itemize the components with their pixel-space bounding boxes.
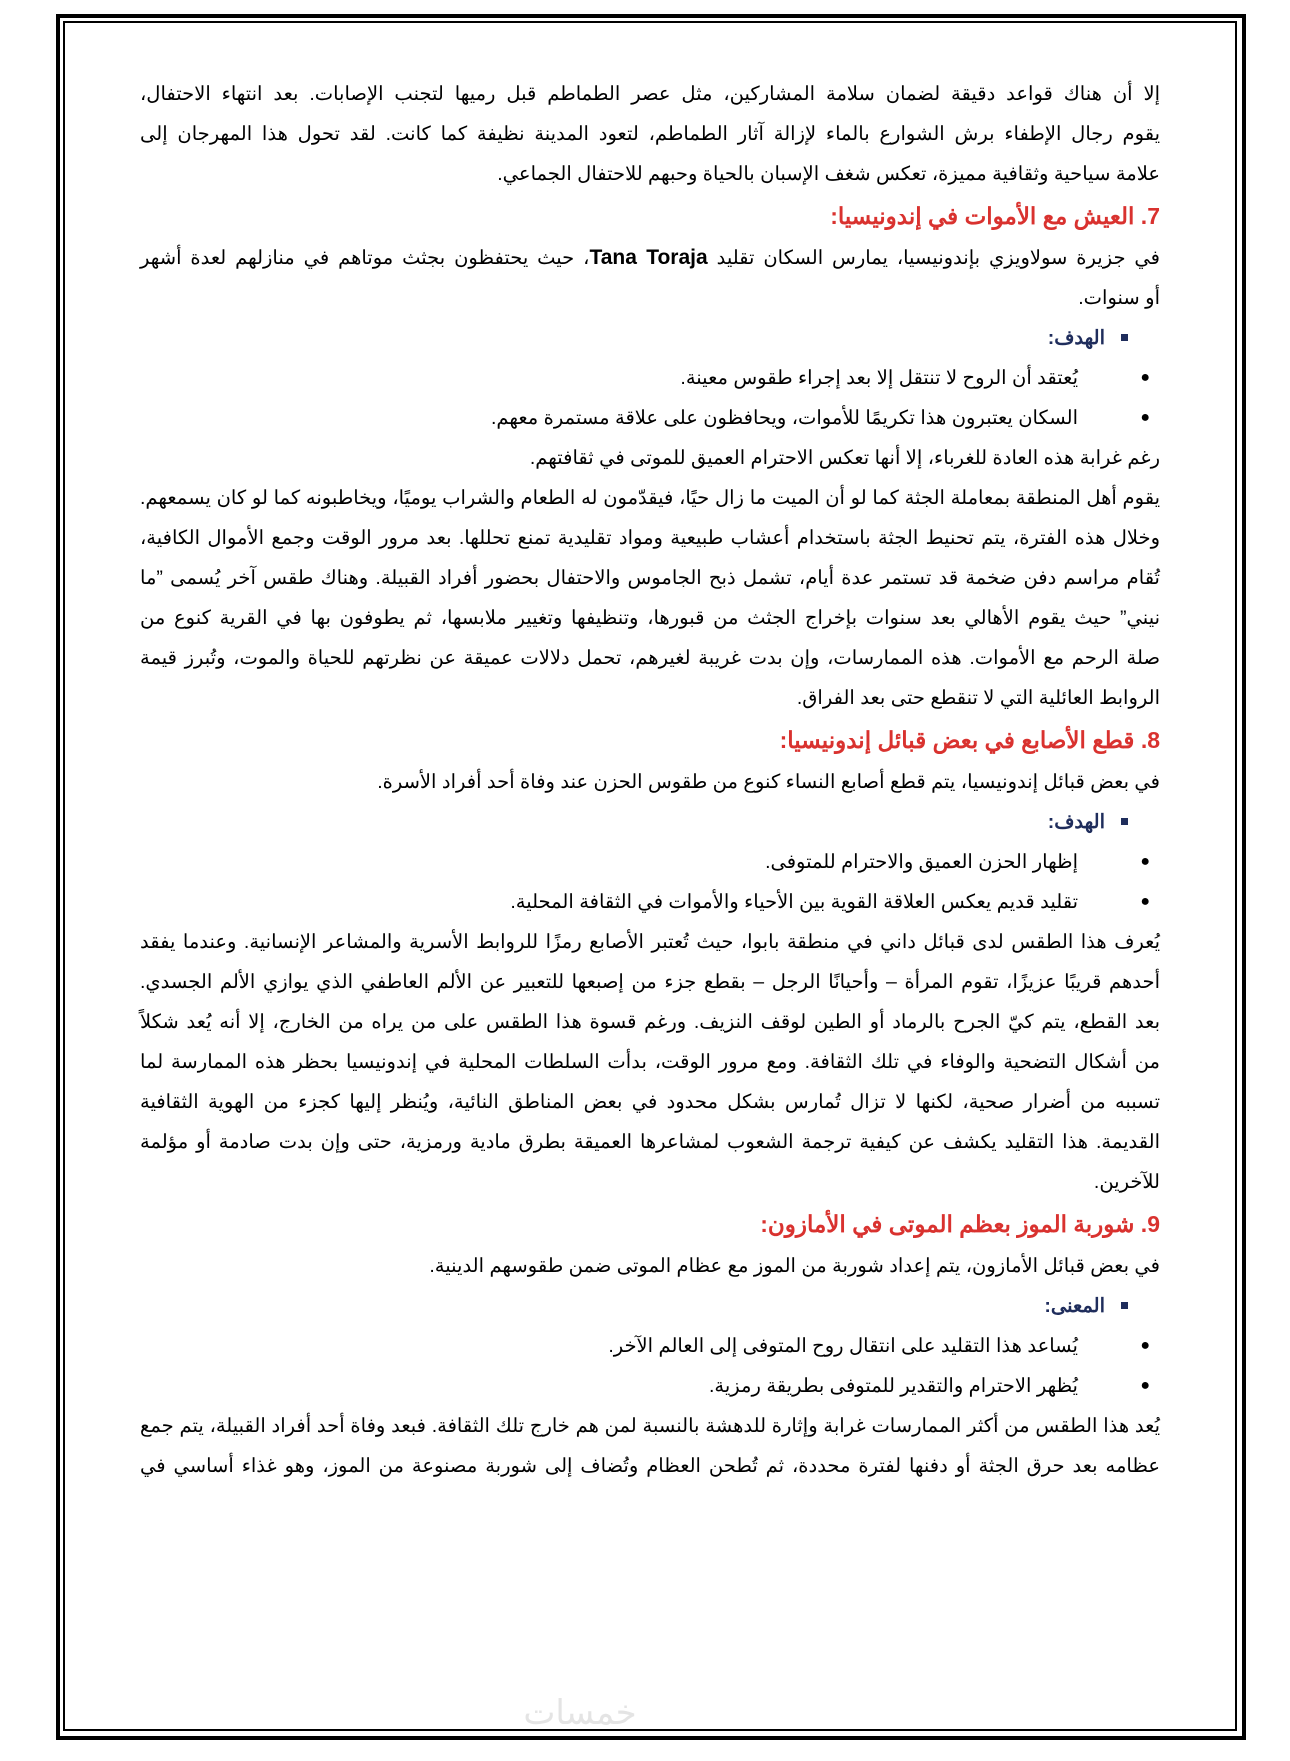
- bullet-text: تقليد قديم يعكس العلاقة القوية بين الأحياء والأموات في الثقافة المحلية.: [510, 891, 1078, 913]
- text-line: تُقام مراسم دفن ضخمة قد تستمر عدة أيام، تشمل ذبح الجاموس والاحتفال بحضور أفراد القبيلة. وهناك طقس آخر يُسمى ”ما: [140, 567, 1160, 589]
- section-9-intro: [140, 1246, 1160, 1286]
- sub-heading-label: الهدف:: [1047, 811, 1105, 833]
- text-line: رغم غرابة هذه العادة للغرباء، إلا أنها تعكس الاحترام العميق للموتى في ثقافتهم.: [529, 447, 1160, 469]
- text-line: وخلال هذه الفترة، يتم تحنيط الجثة باستخدام أعشاب طبيعية ومواد تقليدية تمنع تحللها. بعد مرور الوقت وجمع الأموال الكافية،: [140, 527, 1160, 549]
- section-7-body: [140, 478, 1160, 718]
- text-line: من أشكال التضحية والوفاء في تلك الثقافة. ومع مرور الوقت، بدأت السلطات المحلية في إندونيسيا بحظر هذه الممارسة لما: [140, 1051, 1160, 1073]
- text-line: نيني” حيث يقوم الأهالي بعد سنوات بإخراج الجثث من قبورها، وتنظيفها وتغيير ملابسها، ثم يطوفون بها في القرية كنوع من: [140, 607, 1160, 629]
- bullet-item: [140, 358, 1160, 398]
- bullet-item: [140, 1366, 1160, 1406]
- bullet-dot-icon: ●: [1140, 893, 1150, 910]
- square-bullet-icon: [1121, 334, 1128, 341]
- bullet-text: السكان يعتبرون هذا تكريمًا للأموات، ويحافظون على علاقة مستمرة معهم.: [490, 407, 1078, 429]
- tana-toraja-term: Tana Toraja: [589, 246, 708, 269]
- intro-text-before: في جزيرة سولاويزي بإندونيسيا، يمارس السكان تقليد: [716, 247, 1160, 269]
- text-line: [140, 238, 1160, 278]
- text-line: أو سنوات.: [1078, 287, 1160, 309]
- bullet-dot-icon: ●: [1140, 369, 1150, 386]
- text-line: الروابط العائلية التي لا تنقطع حتى بعد الفراق.: [796, 687, 1160, 709]
- bullet-item: [140, 1326, 1160, 1366]
- bullet-text: يُظهر الاحترام والتقدير للمتوفى بطريقة رمزية.: [709, 1375, 1078, 1397]
- bullet-item: [140, 398, 1160, 438]
- bullet-text: يُعتقد أن الروح لا تنتقل إلا بعد إجراء طقوس معينة.: [680, 367, 1078, 389]
- section-8-intro: [140, 762, 1160, 802]
- text-line: في بعض قبائل إندونيسيا، يتم قطع أصابع النساء كنوع من طقوس الحزن عند وفاة أحد أفراد الأسرة.: [377, 771, 1160, 793]
- text-line: بعد القطع، يتم كيّ الجرح بالرماد أو الطين لوقف النزيف. ورغم قسوة هذا الطقس على من يراه من الخارج، إلا أنه يُعد شكلاً: [140, 1011, 1160, 1033]
- section-7-note: [140, 438, 1160, 478]
- sub-heading-label: المعنى:: [1044, 1295, 1105, 1317]
- section-heading-9: 9. شوربة الموز بعظم الموتى في الأمازون:: [760, 1211, 1160, 1237]
- sub-heading-goal: [140, 318, 1160, 358]
- intro-paragraph: [140, 74, 1160, 194]
- bullet-text: إظهار الحزن العميق والاحترام للمتوفى.: [765, 851, 1078, 873]
- text-line: في بعض قبائل الأمازون، يتم إعداد شوربة من الموز مع عظام الموتى ضمن طقوسهم الدينية.: [429, 1255, 1160, 1277]
- bullet-dot-icon: ●: [1140, 1337, 1150, 1354]
- text-line: يُعرف هذا الطقس لدى قبائل داني في منطقة بابوا، حيث تُعتبر الأصابع رمزًا للروابط الأسرية والمشاعر الإنسانية. وعندما يفقد: [140, 931, 1160, 953]
- section-heading-7: 7. العيش مع الأموات في إندونيسيا:: [830, 203, 1160, 229]
- text-line: صلة الرحم مع الأموات. هذه الممارسات، وإن بدت غريبة لغيرهم، تحمل دلالات عميقة عن نظرتهم للحياة والموت، وتُبرز قيمة: [140, 647, 1160, 669]
- sub-heading-goal: [140, 802, 1160, 842]
- bullet-dot-icon: ●: [1140, 409, 1150, 426]
- text-line: للآخرين.: [1093, 1171, 1160, 1193]
- sub-heading-meaning: [140, 1286, 1160, 1326]
- bullet-item: [140, 882, 1160, 922]
- bullet-item: [140, 842, 1160, 882]
- text-line: تسببه من أضرار صحية، لكنها لا تزال تُمارس بشكل محدود في بعض المناطق النائية، ويُنظر إليها كجزء من الهوية الثقافية: [140, 1091, 1160, 1113]
- sub-heading-label: الهدف:: [1047, 327, 1105, 349]
- section-7-intro: [140, 238, 1160, 318]
- text-line: يقوم رجال الإطفاء برش الشوارع بالماء لإزالة آثار الطماطم، لتعود المدينة نظيفة كما كانت. لقد تحول هذا المهرجان إلى: [140, 123, 1160, 145]
- section-9-body: [140, 1406, 1160, 1486]
- section-8-body: [140, 922, 1160, 1202]
- bullet-text: يُساعد هذا التقليد على انتقال روح المتوفى إلى العالم الآخر.: [608, 1335, 1078, 1357]
- document-page: [140, 74, 1160, 1486]
- watermark-logo: خمسات: [523, 1693, 637, 1733]
- bullet-dot-icon: ●: [1140, 853, 1150, 870]
- text-line: علامة سياحية وثقافية مميزة، تعكس شغف الإسبان بالحياة وحبهم للاحتفال الجماعي.: [497, 163, 1160, 185]
- text-line: إلا أن هناك قواعد دقيقة لضمان سلامة المشاركين، مثل عصر الطماطم قبل رميها لتجنب الإصابات. بعد انتهاء الاحتفال،: [140, 83, 1160, 105]
- intro-text-after: ، حيث يحتفظون بجثث موتاهم في منازلهم لعدة أشهر: [140, 247, 590, 269]
- square-bullet-icon: [1121, 1302, 1128, 1309]
- text-line: القديمة. هذا التقليد يكشف عن كيفية ترجمة الشعوب لمشاعرها العميقة بطرق مادية ورمزية، حتى وإن بدت صادمة أو مؤلمة: [140, 1131, 1160, 1153]
- text-line: يُعد هذا الطقس من أكثر الممارسات غرابة وإثارة للدهشة بالنسبة لمن هم خارج تلك الثقافة. فبعد وفاة أحد أفراد القبيلة، يتم جمع: [140, 1415, 1160, 1437]
- square-bullet-icon: [1121, 818, 1128, 825]
- text-line: يقوم أهل المنطقة بمعاملة الجثة كما لو أن الميت ما زال حيًا، فيقدّمون له الطعام والشراب يوميًا، ويخاطبونه كما لو كان يسمعهم.: [140, 487, 1160, 509]
- text-line: أحدهم قريبًا عزيزًا، تقوم المرأة – وأحيانًا الرجل – بقطع جزء من إصبعها للتعبير عن الألم العاطفي الذي يوازي الألم الجسدي.: [140, 971, 1160, 993]
- section-heading-8: 8. قطع الأصابع في بعض قبائل إندونيسيا:: [779, 727, 1160, 753]
- text-line: عظامه بعد حرق الجثة أو دفنها لفترة محددة، ثم تُطحن العظام وتُضاف إلى شوربة مصنوعة من الموز، وهو غذاء أساسي في: [140, 1455, 1160, 1477]
- bullet-dot-icon: ●: [1140, 1377, 1150, 1394]
